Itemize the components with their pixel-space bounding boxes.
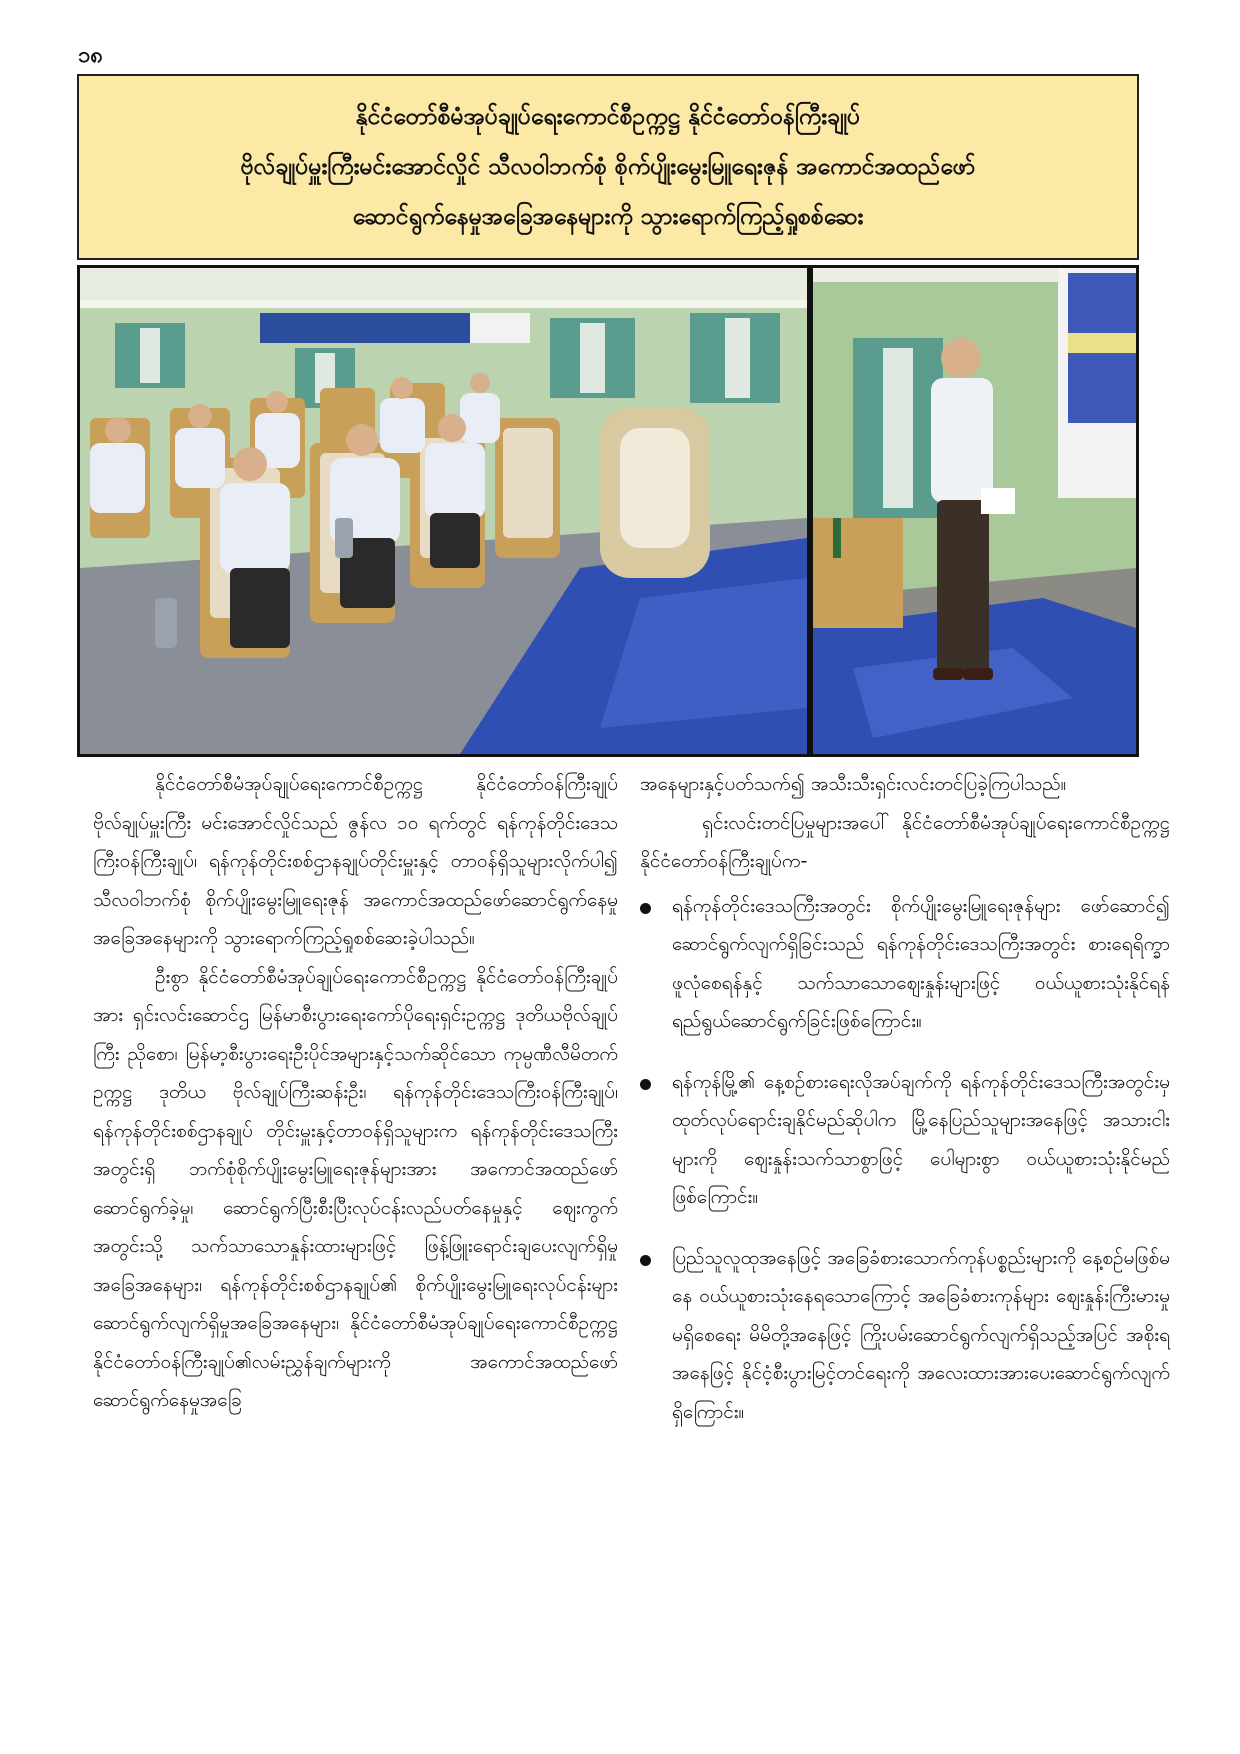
instruction-item xyxy=(640,1239,1170,1432)
article-column-left xyxy=(93,765,618,1420)
bullet-icon xyxy=(640,1079,651,1090)
instruction-item xyxy=(640,887,1170,1041)
instruction-item xyxy=(640,1063,1170,1217)
meeting-audience-illustration xyxy=(80,268,807,754)
bullet-icon xyxy=(640,903,651,914)
instruction-text: ရန်ကုန်တိုင်းဒေသကြီးအတွင်း စိုက်ပျိုးမွေးမြူရေးဇုန်များ ဖော်ဆောင်၍ ဆောင်ရွက်လျက်ရှိခြင်းသည် ရန်ကုန်တိုင်းဒေသကြီးအတွင်း စားရေရိက္ခာဖူလုံစေရန်နှင့် သက်သာသောဈေးနှုန်းများဖြင့် ဝယ်ယူစားသုံးနိုင်ရန် ရည်ရွယ်ဆောင်ရွက်ခြင်းဖြစ်ကြောင်း။ xyxy=(672,894,1170,1032)
photo-frame xyxy=(77,265,1139,757)
instruction-text: ရန်ကုန်မြို့၏ နေ့စဉ်စားရေးလိုအပ်ချက်ကို ရန်ကုန်တိုင်းဒေသကြီးအတွင်းမှ ထုတ်လုပ်ရောင်းချနိုင်မည်ဆိုပါက မြို့နေပြည်သူများအနေဖြင့် အသားငါးများကို ဈေးနှုန်းသက်သာစွာဖြင့် ပေါများစွာ ဝယ်ယူစားသုံးနိုင်မည်ဖြစ်ကြောင်း။ xyxy=(672,1070,1170,1208)
instruction-list xyxy=(640,887,1170,1432)
headline-line-1: နိုင်ငံတော်စီမံအုပ်ချုပ်ရေးကောင်စီဥက္ကဋ္ဌ နိုင်ငံတော်ဝန်ကြီးချုပ် xyxy=(355,104,861,130)
article-paragraph-3: ရှင်းလင်းတင်ပြမှုများအပေါ် နိုင်ငံတော်စီမံအုပ်ချုပ်ရေးကောင်စီဥက္ကဋ္ဌ နိုင်ငံတော်ဝန်ကြီးချုပ်က- xyxy=(640,811,1170,872)
headline-line-3: ဆောင်ရွက်နေမှုအခြေအနေများကို သွားရောက်ကြည့်ရှုစစ်ဆေး xyxy=(352,204,864,230)
instruction-text: ပြည်သူလူထုအနေဖြင့် အခြေခံစားသောက်ကုန်ပစ္စည်းများကို နေ့စဉ်မဖြစ်မနေ ဝယ်ယူစားသုံးနေရသောကြောင့် အခြေခံစားကုန်များ ဈေးနှုန်းကြီးမားမှုမရှိစေရေး မိမိတို့အနေဖြင့် ကြိုးပမ်းဆောင်ရွက်လျက်ရှိသည့်အပြင် အစိုးရအနေဖြင့် နိုင်ငံ့စီးပွားမြင့်တင်ရေးကို အလေးထားအားပေးဆောင်ရွက်လျက်ရှိကြောင်း။ xyxy=(672,1246,1170,1423)
article-paragraph-continuation: အနေများနှင့်ပတ်သက်၍ အသီးသီးရှင်းလင်းတင်ပြခဲ့ကြပါသည်။ xyxy=(640,773,1067,795)
headline-line-2: ဗိုလ်ချုပ်မှူးကြီးမင်းအောင်လှိုင် သီလဝါဘက်စုံ စိုက်ပျိုးမွေးမြူရေးဇုန် အကောင်အထည်ဖော် xyxy=(240,154,976,180)
article-column-right xyxy=(640,765,1170,1453)
bullet-icon xyxy=(640,1255,651,1266)
speaker-illustration xyxy=(813,268,1136,754)
meeting-audience-photo xyxy=(80,268,807,754)
article-paragraph-2: ဦးစွာ နိုင်ငံတော်စီမံအုပ်ချုပ်ရေးကောင်စီဥက္ကဋ္ဌ နိုင်ငံတော်ဝန်ကြီးချုပ်အား ရှင်းလင်းဆောင်ဌ မြန်မာစီးပွားရေးကော်ပိုရေးရှင်းဥက္ကဋ္ဌ ဒုတိယဗိုလ်ချုပ်ကြီး ညိုစော၊ မြန်မာ့စီးပွားရေးဦးပိုင်အများနှင့်သက်ဆိုင်သော ကုမ္ပဏီလီမိတက်ဥက္ကဋ္ဌ ဒုတိယ ဗိုလ်ချုပ်ကြီးဆန်းဦး၊ ရန်ကုန်တိုင်းဒေသကြီးဝန်ကြီးချုပ်၊ ရန်ကုန်တိုင်းစစ်ဌာနချုပ် တိုင်းမှူးနှင့်တာဝန်ရှိသူများက ရန်ကုန်တိုင်းဒေသကြီးအတွင်းရှိ ဘက်စုံစိုက်ပျိုးမွေးမြူရေးဇုန်များအား အကောင်အထည်ဖော်ဆောင်ရွက်ခဲ့မှု၊ ဆောင်ရွက်ပြီးစီးပြီးလုပ်ငန်းလည်ပတ်နေမှုနှင့် ဈေးကွက်အတွင်းသို့ သက်သာသောနှုန်းထားများဖြင့် ဖြန့်ဖြူးရောင်းချပေးလျက်ရှိမှု အခြေအနေများ၊ ရန်ကုန်တိုင်းစစ်ဌာနချုပ်၏ စိုက်ပျိုးမွေးမြူရေးလုပ်ငန်းများ ဆောင်ရွက်လျက်ရှိမှုအခြေအနေများ၊ နိုင်ငံတော်စီမံအုပ်ချုပ်ရေးကောင်စီဥက္ကဋ္ဌ နိုင်ငံတော်ဝန်ကြီးချုပ်၏လမ်းညွှန်ချက်များကို အကောင်အထည်ဖော် ဆောင်ရွက်နေမှုအခြေ xyxy=(93,965,618,1411)
page-number: ၁၈ xyxy=(78,43,103,68)
headline-box xyxy=(77,74,1139,260)
speaker-photo xyxy=(813,268,1136,754)
article-paragraph-1: နိုင်ငံတော်စီမံအုပ်ချုပ်ရေးကောင်စီဥက္ကဋ္ဌ နိုင်ငံတော်ဝန်ကြီးချုပ် ဗိုလ်ချုပ်မှူးကြီး မင်းအောင်လှိုင်သည် ဇွန်လ ၁၀ ရက်တွင် ရန်ကုန်တိုင်းဒေသကြီးဝန်ကြီးချုပ်၊ ရန်ကုန်တိုင်းစစ်ဌာနချုပ်တိုင်းမှူးနှင့် တာဝန်ရှိသူများလိုက်ပါ၍ သီလဝါဘက်စုံ စိုက်ပျိုးမွေးမြူရေးဇုန် အကောင်အထည်ဖော်ဆောင်ရွက်နေမှု အခြေအနေများကို သွားရောက်ကြည့်ရှုစစ်ဆေးခဲ့ပါသည်။ xyxy=(93,773,618,949)
